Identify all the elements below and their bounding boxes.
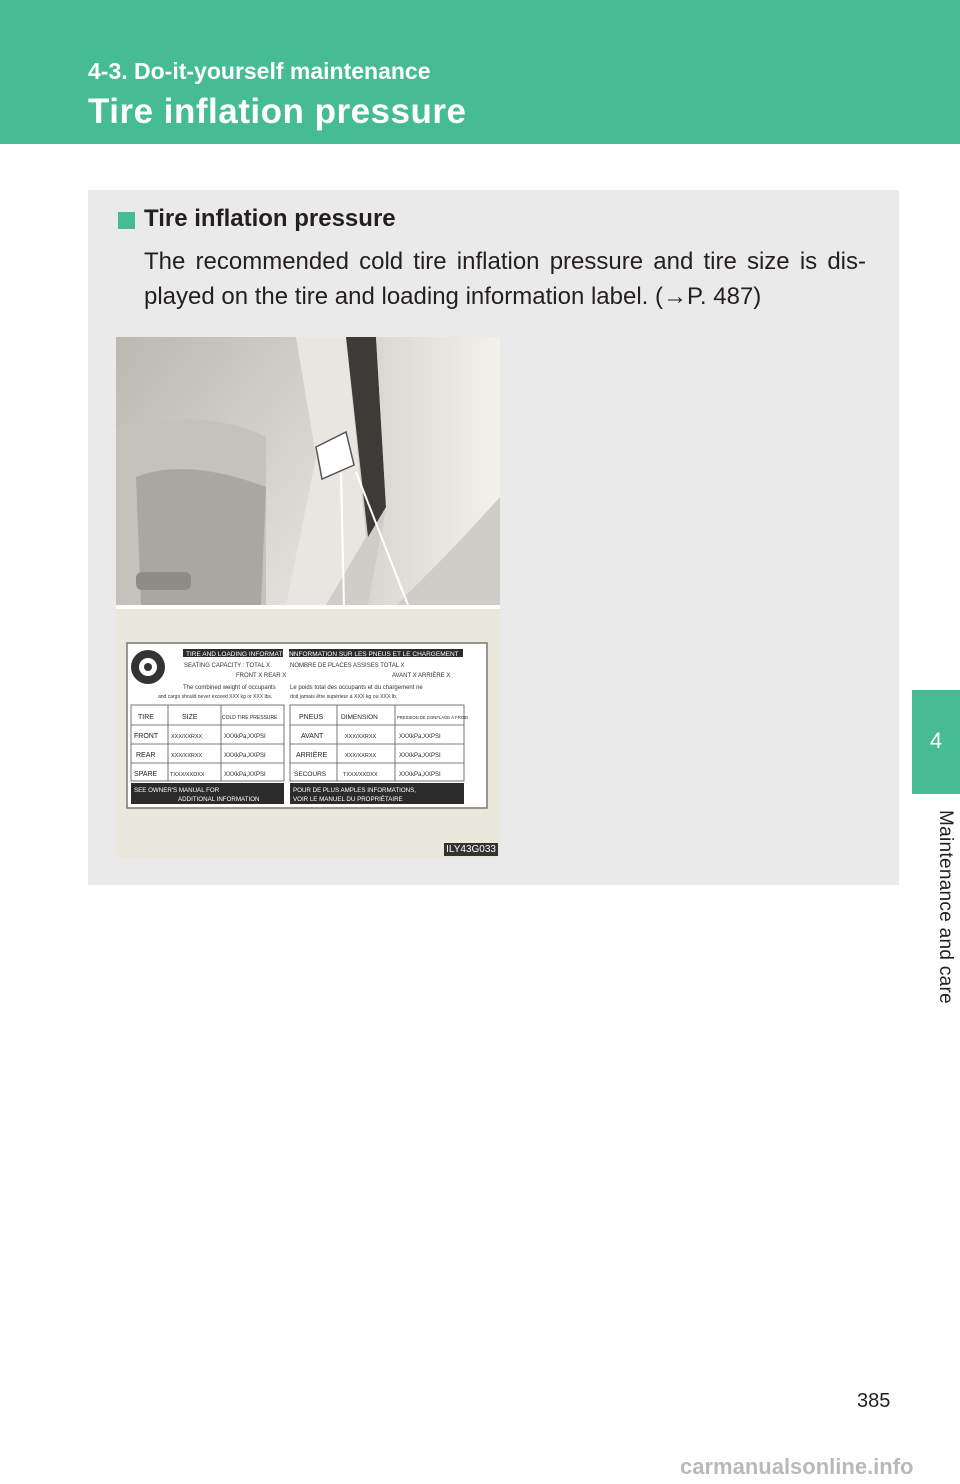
- en-header-size: SIZE: [182, 714, 198, 721]
- bullet-square-icon: [118, 212, 135, 229]
- chapter-tab: [912, 690, 960, 794]
- weight-en-2: and cargo should never exceed XXX kg or XXX lbs.: [158, 694, 273, 700]
- fr-row2-size: XXX/XXRXX: [345, 753, 377, 759]
- fr-header-size: DIMENSION: [341, 714, 378, 721]
- fr-header-tire: PNEUS: [299, 714, 324, 721]
- fr-row1-size: XXX/XXRXX: [345, 734, 377, 740]
- fr-row1-pressure: XXXkPa,XXPSI: [399, 734, 441, 740]
- page-title: Tire inflation pressure: [88, 92, 467, 131]
- fr-row1-tire: AVANT: [301, 733, 324, 740]
- fr-row3-pressure: XXXkPa,XXPSI: [399, 772, 441, 778]
- en-row3-tire: SPARE: [134, 771, 158, 778]
- en-header-tire: TIRE: [138, 714, 154, 721]
- seat-switch: [136, 572, 191, 590]
- en-header-pressure: COLD TIRE PRESSURE: [222, 715, 278, 721]
- section-title: 4-3. Do-it-yourself maintenance: [88, 58, 431, 84]
- weight-en: The combined weight of occupants: [183, 685, 276, 691]
- en-row2-pressure: XXXkPa,XXPSI: [224, 753, 266, 759]
- fr-row3-size: TXXX/XXDXX: [343, 772, 378, 778]
- seating-fr: NOMBRE DE PLACES ASSISES TOTAL X: [290, 663, 405, 669]
- en-row2-size: XXX/XXRXX: [171, 753, 203, 759]
- fr-row2-pressure: XXXkPa,XXPSI: [399, 753, 441, 759]
- weight-fr-2: doit jamais être supérieur à XXX kg ou XXX lb.: [290, 694, 398, 700]
- footer-fr-1: POUR DE PLUS AMPLES INFORMATIONS,: [293, 787, 416, 794]
- seating-en: SEATING CAPACITY : TOTAL X: [184, 663, 271, 669]
- figure-illustration: [116, 337, 500, 858]
- fr-row3-tire: SECOURS: [294, 771, 327, 778]
- chapter-header: [0, 0, 960, 144]
- en-row3-size: TXXX/XXDXX: [170, 772, 205, 778]
- footer-fr-2: VOIR LE MANUEL DU PROPRIÉTAIRE: [293, 796, 403, 803]
- seating-en-2: FRONT X REAR X: [236, 673, 287, 679]
- en-row3-pressure: XXXkPa,XXPSI: [224, 772, 266, 778]
- label-fr-header: INFORMATION SUR LES PNEUS ET LE CHARGEMENT: [292, 651, 459, 658]
- chapter-label: Maintenance and care: [935, 810, 956, 1005]
- footer-en-2: ADDITIONAL INFORMATION: [178, 796, 260, 803]
- figure-code: ILY43G033: [446, 844, 496, 855]
- fr-row2-tire: ARRIÈRE: [296, 752, 328, 759]
- watermark: carmanualsonline.info: [680, 1454, 914, 1479]
- tire-label-figure: [116, 337, 500, 858]
- en-row1-pressure: XXXkPa,XXPSI: [224, 734, 266, 740]
- chapter-number: 4: [929, 728, 943, 753]
- subheading: Tire inflation pressure: [144, 205, 396, 232]
- en-row1-tire: FRONT: [134, 733, 159, 740]
- weight-fr: Le poids total des occupants et du chargement ne: [290, 685, 423, 691]
- label-en-header: TIRE AND LOADING INFORMATION: [186, 651, 294, 658]
- body-paragraph: The recommended cold tire inflation pressure and tire size is dis-played on the tire and loading information label. (→P. 487): [144, 248, 866, 310]
- footer-en-1: SEE OWNER'S MANUAL FOR: [134, 787, 220, 794]
- seating-fr-2: AVANT X ARRIÈRE X: [392, 673, 451, 679]
- en-row1-size: XXX/XXRXX: [171, 734, 203, 740]
- en-row2-tire: REAR: [136, 752, 156, 759]
- page-number: 385: [857, 1390, 891, 1412]
- fr-header-pressure: PRESSION DE GONFLAGE À FROID: [397, 715, 469, 720]
